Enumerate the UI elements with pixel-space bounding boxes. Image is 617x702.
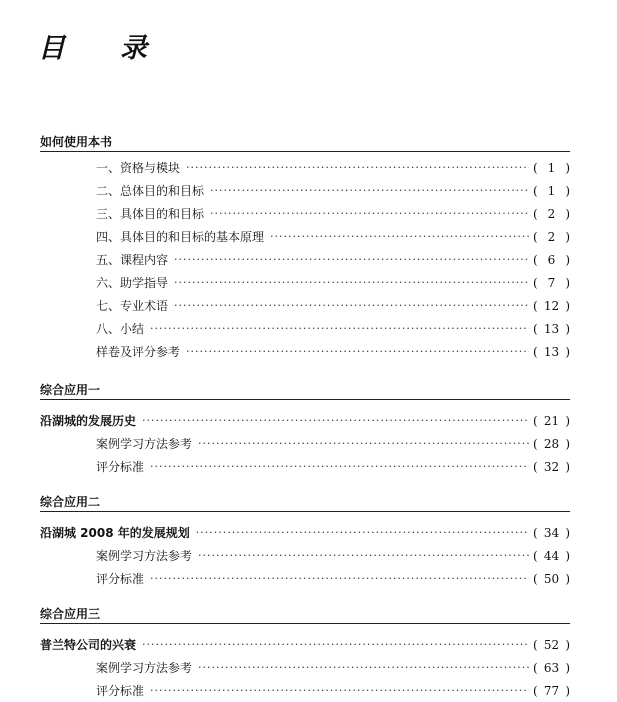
toc-entry[interactable] [40,455,570,478]
dot-leader [186,345,529,358]
entry-label: 六、助学指导 [96,276,169,290]
dot-leader [210,207,529,220]
entry-page: ( 21 ) [533,413,570,428]
entry-page: ( 50 ) [533,571,570,586]
dot-leader [150,460,529,473]
toc-entry[interactable] [40,679,570,702]
toc-section-application-3 [40,606,570,702]
toc-entry[interactable] [40,340,570,363]
entry-label: 评分标准 [96,460,145,474]
entry-label: 沿湖城 2008 年的发展规划 [40,526,190,540]
entry-page: ( 7 ) [533,275,570,290]
page-number: 2 [547,206,556,221]
page-number: 1 [547,183,556,198]
entry-label: 八、小结 [96,322,145,336]
entry-page: ( 6 ) [533,252,570,267]
dot-leader [198,549,529,562]
page-number: 32 [543,459,560,474]
entry-label: 样卷及评分参考 [96,345,181,359]
page-number: 34 [543,525,560,540]
page-number: 77 [543,683,560,698]
entry-page: ( 13 ) [533,321,570,336]
toc-entry[interactable] [40,317,570,340]
entry-page: ( 44 ) [533,548,570,563]
page-number: 13 [543,321,560,336]
dot-leader [210,184,529,197]
entry-label: 案例学习方法参考 [96,437,193,451]
toc-main-entry[interactable] [40,633,570,656]
dot-leader [150,572,529,585]
entry-label: 四、具体目的和目标的基本原理 [96,230,265,244]
page-number: 2 [547,229,556,244]
page-number: 13 [543,344,560,359]
entry-label: 普兰特公司的兴衰 [40,638,137,652]
entry-page: ( 28 ) [533,436,570,451]
entry-page: ( 2 ) [533,229,570,244]
entry-page: ( 2 ) [533,206,570,221]
toc-section-how-to-use [40,134,570,363]
toc-entry[interactable] [40,432,570,455]
toc-section-application-2 [40,494,570,590]
entry-label: 五、课程内容 [96,253,169,267]
dot-leader [150,684,529,697]
entry-label: 案例学习方法参考 [96,661,193,675]
section-heading: 综合应用一 [40,382,570,400]
page-number: 1 [547,160,556,175]
entry-page: ( 63 ) [533,660,570,675]
toc-entry[interactable] [40,656,570,679]
page-number: 12 [543,298,560,313]
dot-leader [142,638,529,651]
page-number: 63 [543,660,560,675]
toc-entry[interactable] [40,225,570,248]
entry-page: ( 13 ) [533,344,570,359]
toc-entry[interactable] [40,248,570,271]
page-number: 44 [543,548,560,563]
entry-label: 评分标准 [96,572,145,586]
dot-leader [196,526,529,539]
dot-leader [186,161,529,174]
entry-label: 沿湖城的发展历史 [40,414,137,428]
entry-label: 二、总体目的和目标 [96,184,205,198]
entry-label: 三、具体目的和目标 [96,207,205,221]
dot-leader [150,322,529,335]
entry-page: ( 32 ) [533,459,570,474]
entry-page: ( 34 ) [533,525,570,540]
entry-page: ( 52 ) [533,637,570,652]
toc-entry[interactable] [40,567,570,590]
dot-leader [270,230,529,243]
toc-entry[interactable] [40,271,570,294]
toc-entry[interactable] [40,179,570,202]
toc-entry[interactable] [40,202,570,225]
page-number: 21 [543,413,560,428]
toc-entry[interactable] [40,156,570,179]
section-heading: 综合应用三 [40,606,570,624]
dot-leader [174,253,529,266]
section-heading: 如何使用本书 [40,134,570,152]
toc-entry[interactable] [40,544,570,567]
page-number: 6 [547,252,556,267]
dot-leader [174,276,529,289]
entry-page: ( 12 ) [533,298,570,313]
toc-entry[interactable] [40,294,570,317]
page-number: 50 [543,571,560,586]
title-char-2: 录 [120,33,147,64]
page-number: 28 [543,436,560,451]
dot-leader [174,299,529,312]
entry-page: ( 1 ) [533,160,570,175]
dot-leader [198,437,529,450]
entry-label: 七、专业术语 [96,299,169,313]
toc-main-entry[interactable] [40,409,570,432]
toc-main-entry[interactable] [40,521,570,544]
entry-label: 一、资格与模块 [96,161,181,175]
title-char-1: 目 [38,33,65,64]
dot-leader [198,661,529,674]
toc-section-application-1 [40,382,570,478]
page-number: 7 [547,275,556,290]
entry-label: 评分标准 [96,684,145,698]
section-heading: 综合应用二 [40,494,570,512]
entry-label: 案例学习方法参考 [96,549,193,563]
entry-page: ( 1 ) [533,183,570,198]
dot-leader [142,414,529,427]
entry-page: ( 77 ) [533,683,570,698]
page-number: 52 [543,637,560,652]
